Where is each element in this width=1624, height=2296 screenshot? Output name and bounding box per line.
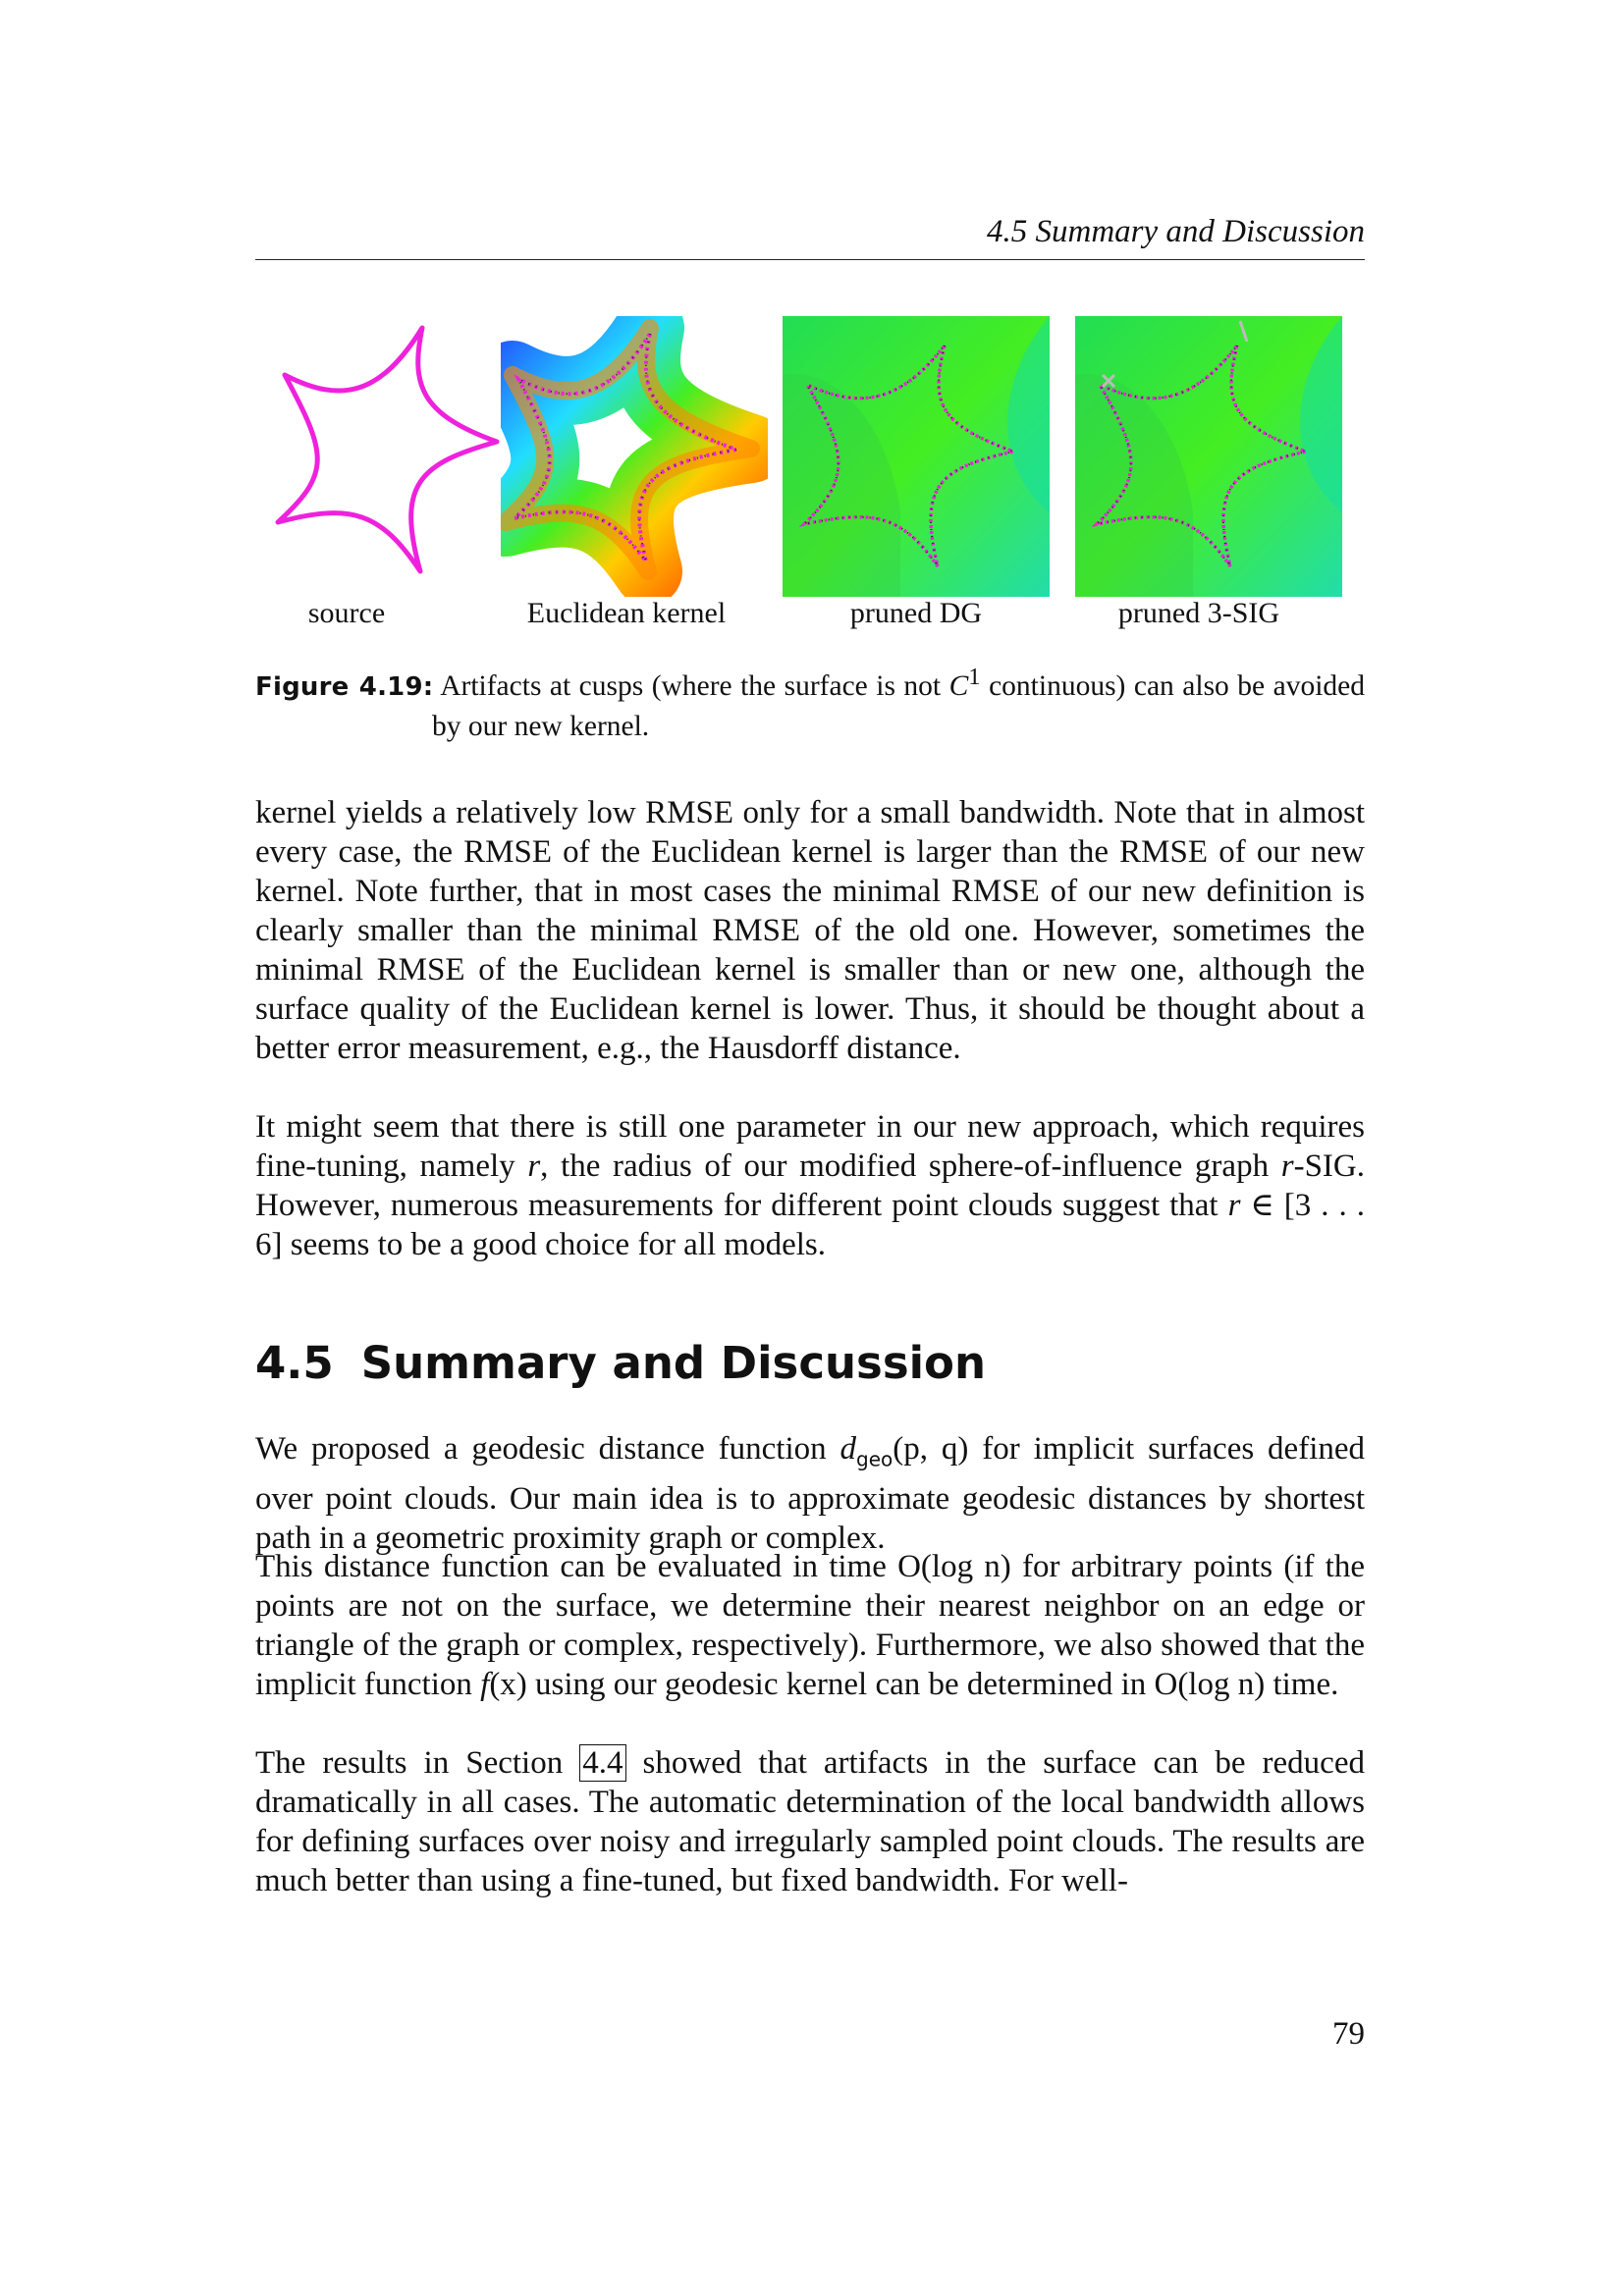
figure-panel-pruned-dg	[783, 316, 1050, 597]
pruned-3-sig-image	[1075, 316, 1342, 597]
caption-sup: 1	[968, 664, 981, 690]
figure-panel-euclidean	[501, 316, 768, 597]
pruned-dg-image	[783, 316, 1050, 597]
figure-caption	[255, 658, 1365, 746]
page-number: 79	[1332, 2016, 1365, 2052]
caption-text: Artifacts at cusps (where the surface is not	[440, 669, 949, 702]
running-head: 4.5 Summary and Discussion	[987, 214, 1365, 249]
header-rule	[255, 259, 1365, 260]
panel-label-pruned-dg: pruned DG	[849, 597, 983, 629]
caption-text-end: continuous) can also be avoided by our new kernel.	[432, 669, 1365, 742]
euclidean-kernel-image	[501, 316, 768, 597]
panel-label-pruned-3sig: pruned 3-SIG	[1117, 597, 1280, 629]
caption-label: Figure 4.19:	[255, 671, 434, 702]
panel-label-source: source	[307, 597, 386, 629]
panel-label-euclidean: Euclidean kernel	[526, 597, 727, 629]
paragraph-time: This distance function can be evaluated in time O(log n) for arbitrary points (if the points are not on the surface, we determine their nearest neighbor on an edge or triangle of the graph or complex, respectively). Furthermore, we also showed that the implicit function f(x) using our geodesic kernel can be determined in O(log n) time.	[255, 1549, 1365, 1702]
paragraph-rmse: kernel yields a relatively low RMSE only for a small bandwidth. Note that in almost every case, the RMSE of the Euclidean kernel is larger than the RMSE of our new kernel. Note further, that in most cases the minimal RMSE of our new definition is clearly smaller than the minimal RMSE of the old one. However, sometimes the minimal RMSE of the Euclidean kernel is smaller than or new one, although the surface quality of the Euclidean kernel is lower. Thus, it should be thought about a better error measurement, e.g., the Hausdorff distance.	[255, 795, 1365, 1066]
paragraph-parameter: It might seem that there is still one parameter in our new approach, which requires fine-tuning, namely r, the radius of our modified sphere-of-influence graph r-SIG. However, numerous measurements for different point clouds suggest that r ∈ [3 . . . 6] seems to be a good choice for all models.	[255, 1109, 1365, 1262]
section-title-text: Summary and Discussion	[360, 1337, 987, 1389]
paragraph-results: The results in Section 4.4 showed that artifacts in the surface can be reduced dramatically in all cases. The automatic determination of the local bandwidth allows for defining surfaces over noisy and irregularly sampled point clouds. The results are much better than using a fine-tuned, but fixed bandwidth. For well-	[255, 1745, 1365, 1898]
figure-panel-pruned-3sig	[1075, 316, 1342, 597]
caption-math: C	[948, 669, 969, 702]
paragraph-geodesic: We proposed a geodesic distance function $d_{geo}(p$, q) for implicit surfaces defined over point clouds. Our main idea is to approximate geodesic distances by shortest path in a geometric proximity graph or complex.	[255, 1431, 1366, 1556]
section-reference-link[interactable]: 4.4	[579, 1744, 625, 1782]
section-number: 4.5	[255, 1337, 334, 1389]
section-heading	[255, 1337, 986, 1389]
